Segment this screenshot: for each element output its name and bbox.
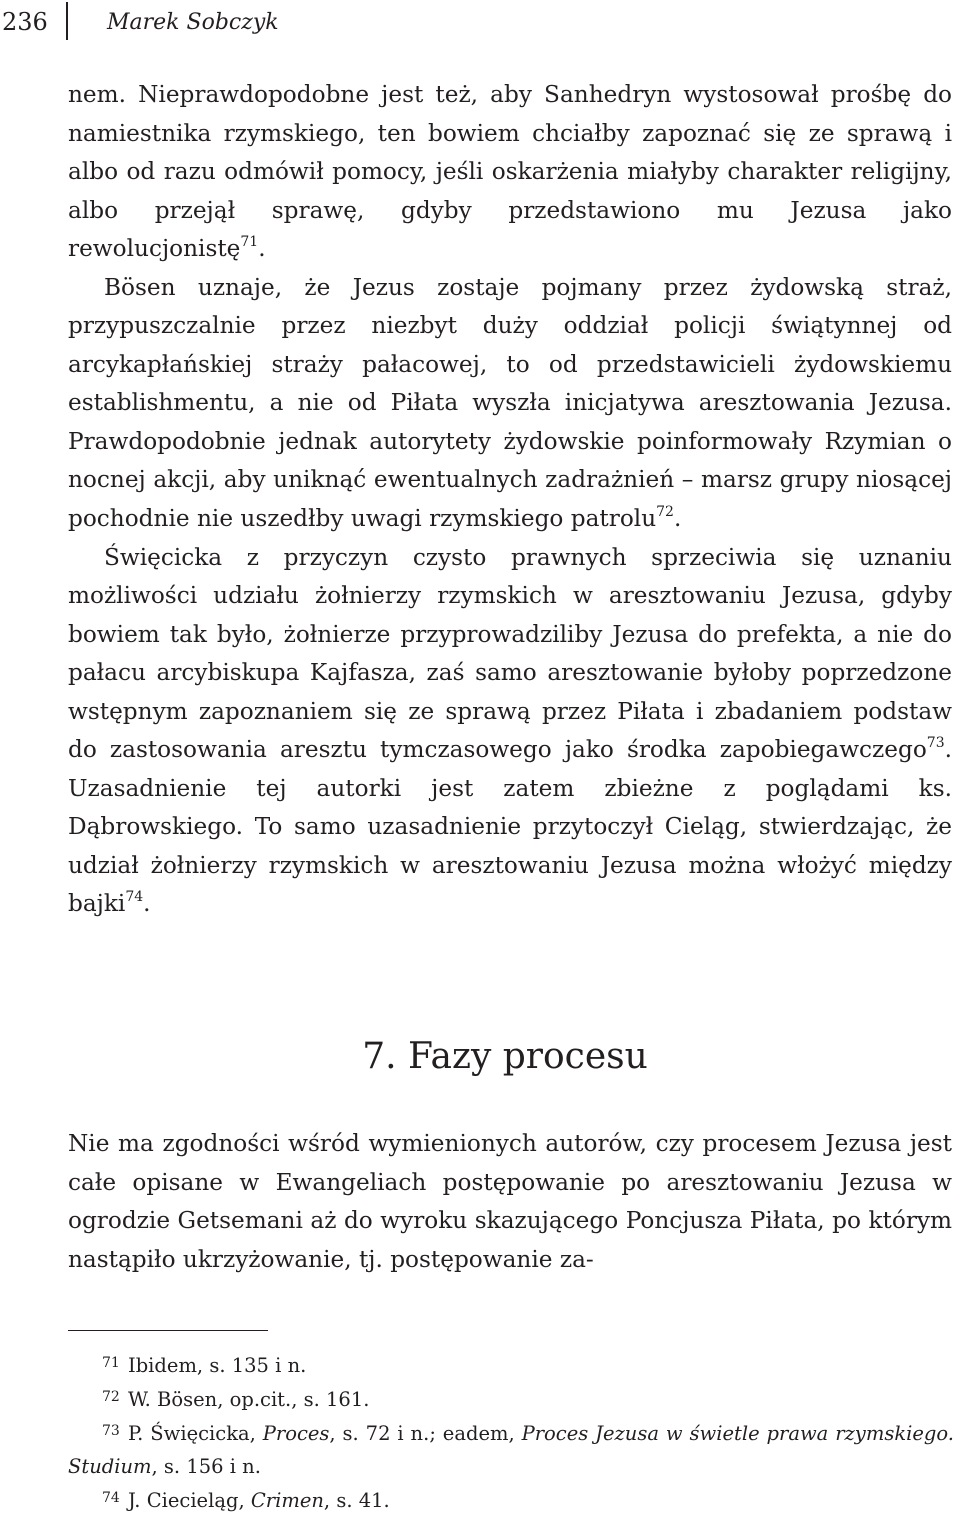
footnote-74: 74 J. Ciecieląg, Crimen, s. 41. xyxy=(102,1489,390,1513)
paragraph-2-text: Bösen uznaje, że Jezus zostaje pojmany przez żydowską straż, przypuszczalnie przez niezbyt duży oddział policji świątynnej od arcykapłańskiej straży pałacowej, to od przedstawicieli żydowskiemu establishmentu, a nie od Piłata wyszła inicjatywa aresztowania Jezusa. Prawdopodobnie jednak autorytety żydowskie poinformowały Rzymian o nocnej akcji, aby uniknąć ewentualnych zadrażnień – marsz grupy niosącej pochodnie nie uszedłby uwagi rzymskiego patrolu xyxy=(68,273,952,533)
footnote-text: , s. 156 i n. xyxy=(151,1455,261,1479)
footnote-title: Proces Jezusa w świetle prawa rzymskiego. Studium xyxy=(68,1421,954,1479)
footnote-73: 73 P. Święcicka, Proces, s. 72 i n.; eadem, Proces Jezusa w świetle prawa rzymskiego. Studium, s. 156 i n. xyxy=(68,1421,954,1479)
footnote-text: W. Bösen, op.cit., s. 161. xyxy=(128,1387,370,1411)
paragraph-3-end: . xyxy=(143,890,151,918)
paragraph-2-end: . xyxy=(673,505,682,533)
paragraph-1-end: . xyxy=(258,235,266,263)
footnote-71: 71 Ibidem, s. 135 i n. xyxy=(102,1354,307,1377)
footnote-ref-73[interactable]: 73 xyxy=(926,735,945,752)
footnote-text: J. Ciecieląg, xyxy=(128,1489,251,1513)
paragraph-3-text-b: . Uzasadnienie tej autorki jest zatem zbieżne z poglądami ks. Dąbrowskiego. To samo uzasadnienie przytoczył Cieląg, stwierdzając, że udział żołnierzy rzymskich w aresztowaniu Jezusa można włożyć między bajki xyxy=(68,736,952,918)
footnotes xyxy=(68,1349,954,1518)
section-paragraph: Nie ma zgodności wśród wymienionych autorów, czy procesem Jezusa jest całe opisane w Ewangeliach postępowanie po aresztowaniu Jezusa w ogrodzie Getsemani aż do wyroku skazującego Poncjusza Piłata, po którym nastąpiło ukrzyżowanie, tj. postępowanie za- xyxy=(68,1130,952,1273)
footnote-72: 72 W. Bösen, op.cit., s. 161. xyxy=(102,1387,370,1411)
footnote-ref-74[interactable]: 74 xyxy=(125,889,144,906)
page-number: 236 xyxy=(2,8,48,36)
footnote-title: Proces xyxy=(262,1421,330,1445)
body-text xyxy=(68,76,952,924)
paragraph-1 xyxy=(68,76,952,269)
header-divider xyxy=(66,2,68,40)
running-head-author: Marek Sobczyk xyxy=(107,10,279,35)
section-heading: 7. Fazy procesu xyxy=(362,1036,648,1077)
footnote-ref-72[interactable]: 72 xyxy=(656,504,674,521)
footnote-text: Ibidem, s. 135 i n. xyxy=(128,1354,307,1377)
page-header xyxy=(0,0,960,42)
footnote-text: , s. 72 i n.; eadem, xyxy=(329,1421,522,1445)
paragraph-2 xyxy=(68,269,952,539)
footnote-ref-71[interactable]: 71 xyxy=(240,234,259,251)
footnote-divider xyxy=(68,1330,268,1331)
footnote-title: Crimen xyxy=(250,1489,324,1513)
footnote-text: , s. 41. xyxy=(323,1489,390,1513)
paragraph-1-text: nem. Nieprawdopodobne jest też, aby Sanhedryn wystosował prośbę do namiestnika rzymskiego, ten bowiem chciałby zapoznać się ze sprawą i albo od razu odmówił pomocy, jeśli oskarżenia miałyby charakter religijny, albo przejął sprawę, gdyby przedstawiono mu Jezusa jako rewolucjonistę xyxy=(68,81,952,263)
paragraph-3 xyxy=(68,539,952,924)
footnote-text: P. Święcicka, xyxy=(128,1421,263,1445)
paragraph-3-text-a: Święcicka z przyczyn czysto prawnych sprzeciwia się uznaniu możliwości udziału żołnierzy rzymskich w aresztowaniu Jezusa, gdyby bowiem tak było, żołnierze przyprowadziliby Jezusa do prefekta, a nie do pałacu arcybiskupa Kajfasza, zaś samo aresztowanie byłoby poprzedzone wstępnym zapoznaniem się ze sprawą przez Piłata i zbadaniem podstaw do zastosowania aresztu tymczasowego jako środka zapobiegawczego xyxy=(68,543,952,764)
